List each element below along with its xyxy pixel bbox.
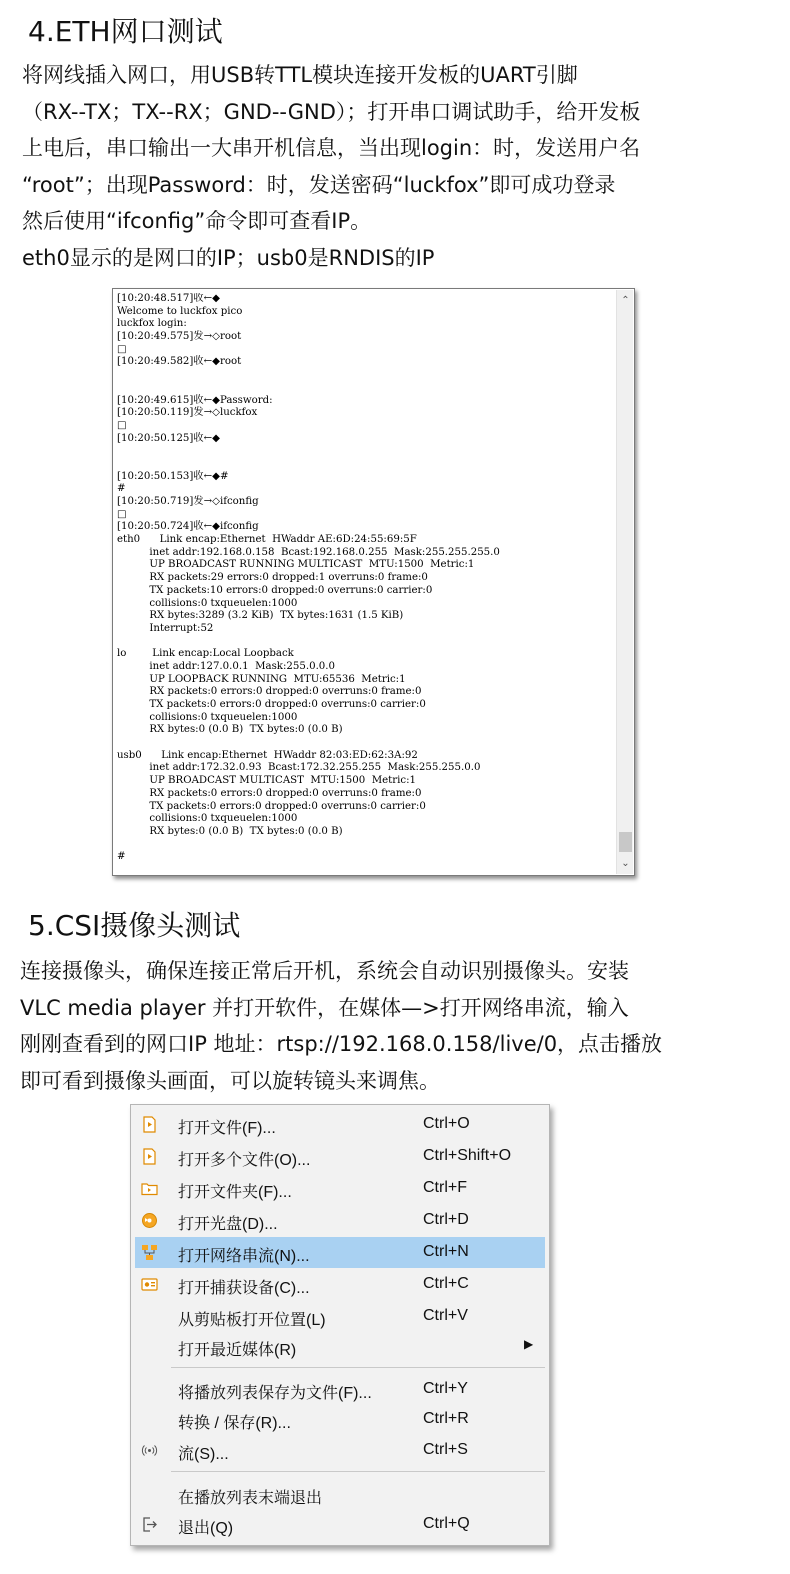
terminal-line: □ [117, 508, 127, 520]
terminal-line [117, 737, 613, 750]
terminal-line: Welcome to luckfox pico [117, 305, 243, 317]
paragraph-line: 然后使用“ifconfig”命令即可查看IP。 [22, 209, 372, 233]
menu-item[interactable] [135, 1269, 545, 1300]
paragraph-line: VLC media player 并打开软件，在媒体—>打开网络串流，输入 [20, 995, 629, 1020]
menu-item-label: 流(S)... [178, 1446, 229, 1463]
terminal-line: [10:20:48.517]收←◆ [117, 293, 220, 304]
menu-item-label: 打开最近媒体(R) [178, 1342, 297, 1359]
menu-item-label: 打开光盘(D)... [178, 1216, 278, 1233]
terminal-line: □ [117, 419, 127, 431]
terminal-line [117, 636, 613, 649]
terminal-line: RX bytes:0 (0.0 B) TX bytes:0 (0.0 B) [117, 825, 343, 837]
terminal-line: inet addr:127.0.0.1 Mask:255.0.0.0 [117, 660, 336, 672]
section-eth-paragraph [22, 57, 640, 276]
paragraph-line: 上电后，串口输出一大串开机信息，当出现login：时，发送用户名 [22, 136, 641, 160]
terminal-line: [10:20:50.724]收←◆ifconfig [117, 521, 259, 533]
scroll-up-icon[interactable]: ⌃ [621, 295, 630, 306]
terminal-line: collisions:0 txqueuelen:1000 [117, 711, 298, 723]
menu-item-shortcut: Ctrl+O [423, 1115, 470, 1132]
terminal-line: Interrupt:52 [117, 622, 214, 634]
terminal-line: UP LOOPBACK RUNNING MTU:65536 Metric:1 [117, 673, 406, 685]
terminal-line: inet addr:172.32.0.93 Bcast:172.32.255.255 Mask:255.255.0.0 [117, 762, 481, 774]
menu-item[interactable] [135, 1141, 545, 1172]
terminal-line: # [117, 851, 126, 863]
menu-item-shortcut: Ctrl+Q [423, 1515, 470, 1532]
section-eth-heading: 4.ETH网口测试 [28, 15, 223, 48]
paragraph-line: 连接摄像头，确保连接正常后开机，系统会自动识别摄像头。安装 [20, 959, 629, 983]
menu-separator [171, 1367, 545, 1368]
terminal-line: RX bytes:3289 (3.2 KiB) TX bytes:1631 (1.5 KiB) [117, 610, 404, 622]
terminal-line: UP BROADCAST MULTICAST MTU:1500 Metric:1 [117, 775, 417, 787]
menu-item[interactable] [135, 1331, 545, 1362]
file-play-icon [141, 1148, 158, 1165]
menu-item[interactable] [135, 1479, 545, 1510]
terminal-line: [10:20:49.582]收←◆root [117, 356, 242, 368]
exit-icon [141, 1516, 158, 1533]
serial-terminal-window [112, 288, 635, 876]
menu-item-label: 将播放列表保存为文件(F)... [178, 1385, 372, 1402]
section-csi-heading: 5.CSI摄像头测试 [28, 909, 241, 942]
terminal-line: [10:20:50.125]收←◆ [117, 432, 220, 444]
terminal-line: TX packets:0 errors:0 dropped:0 overruns:0 carrier:0 [117, 800, 426, 812]
terminal-line: [10:20:50.119]发→◇luckfox [117, 407, 258, 419]
menu-item-shortcut: Ctrl+N [423, 1243, 469, 1260]
folder-icon [141, 1180, 158, 1197]
terminal-line: # [117, 483, 126, 495]
menu-item[interactable] [135, 1509, 545, 1540]
terminal-line: [10:20:50.153]收←◆# [117, 470, 229, 482]
terminal-line: [10:20:50.719]发→◇ifconfig [117, 496, 259, 507]
terminal-line [117, 458, 613, 471]
menu-item-shortcut: Ctrl+C [423, 1275, 469, 1292]
menu-separator [171, 1471, 545, 1472]
section-csi-paragraph [20, 953, 662, 1099]
paragraph-line: 即可看到摄像头画面，可以旋转镜头来调焦。 [20, 1068, 440, 1093]
menu-item[interactable] [135, 1404, 545, 1435]
terminal-line: [10:20:49.615]收←◆Password: [117, 394, 273, 406]
terminal-line: luckfox login: [117, 318, 187, 330]
terminal-line: collisions:0 txqueuelen:1000 [117, 813, 298, 825]
menu-item-label: 打开文件夹(F)... [178, 1184, 292, 1201]
menu-item-label: 退出(Q) [178, 1520, 234, 1537]
terminal-line: RX packets:0 errors:0 dropped:0 overruns:0 frame:0 [117, 787, 422, 799]
menu-item[interactable] [135, 1374, 545, 1405]
menu-item-label: 从剪贴板打开位置(L) [178, 1312, 326, 1329]
disc-icon [141, 1212, 158, 1229]
terminal-line: RX packets:29 errors:0 dropped:1 overruns:0 frame:0 [117, 572, 428, 584]
paragraph-line: “root”；出现Password：时，发送密码“luckfox”即可成功登录 [22, 172, 616, 197]
menu-item-shortcut: Ctrl+Y [423, 1380, 468, 1397]
stream-icon [141, 1442, 158, 1459]
submenu-arrow-icon: ▶ [524, 1337, 534, 1351]
menu-item-label: 打开捕获设备(C)... [178, 1280, 310, 1297]
terminal-scrollbar[interactable] [616, 290, 633, 874]
terminal-line: TX packets:0 errors:0 dropped:0 overruns:0 carrier:0 [117, 699, 426, 710]
menu-item-shortcut: Ctrl+S [423, 1441, 468, 1458]
menu-item-label: 打开网络串流(N)... [178, 1248, 310, 1265]
menu-item-label: 打开文件(F)... [178, 1120, 276, 1137]
capture-device-icon [141, 1276, 158, 1293]
menu-item[interactable] [135, 1435, 545, 1466]
terminal-line: UP BROADCAST RUNNING MULTICAST MTU:1500 Metric:1 [117, 559, 475, 571]
terminal-line: usb0 Link encap:Ethernet HWaddr 82:03:ED:62:3A:92 [117, 749, 418, 761]
menu-item[interactable] [135, 1205, 545, 1236]
paragraph-line: 刚刚查看到的网口IP 地址：rtsp://192.168.0.158/live/0，点击播放 [20, 1032, 663, 1056]
menu-item-shortcut: Ctrl+Shift+O [423, 1147, 512, 1164]
file-play-icon [141, 1116, 158, 1133]
menu-item[interactable] [135, 1301, 545, 1332]
menu-item-label: 打开多个文件(O)... [178, 1152, 311, 1169]
terminal-line [117, 382, 613, 395]
terminal-line: collisions:0 txqueuelen:1000 [117, 597, 298, 609]
menu-item-shortcut: Ctrl+D [423, 1211, 469, 1228]
terminal-line: lo Link encap:Local Loopback [117, 648, 294, 660]
menu-item-shortcut: Ctrl+F [423, 1179, 467, 1196]
terminal-line: TX packets:10 errors:0 dropped:0 overruns:0 carrier:0 [117, 584, 433, 596]
serial-terminal-output [117, 293, 613, 871]
paragraph-line: （RX--TX；TX--RX；GND--GND）；打开串口调试助手，给开发板 [22, 99, 641, 124]
terminal-line: RX bytes:0 (0.0 B) TX bytes:0 (0.0 B) [117, 724, 343, 736]
terminal-line: RX packets:0 errors:0 dropped:0 overruns:0 frame:0 [117, 686, 422, 698]
menu-item-shortcut: Ctrl+V [423, 1307, 468, 1324]
scroll-thumb[interactable] [619, 832, 632, 852]
terminal-line: inet addr:192.168.0.158 Bcast:192.168.0.255 Mask:255.255.255.0 [117, 546, 500, 558]
menu-item[interactable] [135, 1109, 545, 1140]
menu-item[interactable] [135, 1237, 545, 1268]
network-icon [141, 1244, 158, 1261]
menu-item-label: 转换 / 保存(R)... [178, 1415, 291, 1432]
menu-item-shortcut: Ctrl+R [423, 1410, 469, 1427]
paragraph-line: 将网线插入网口，用USB转TTL模块连接开发板的UART引脚 [22, 63, 578, 87]
scroll-down-icon[interactable]: ⌄ [621, 858, 630, 869]
terminal-line: [10:20:49.575]发→◇root [117, 331, 242, 343]
menu-item[interactable] [135, 1173, 545, 1204]
menu-item-label: 在播放列表末端退出 [178, 1490, 323, 1507]
paragraph-line: eth0显示的是网口的IP；usb0是RNDIS的IP [22, 245, 435, 270]
terminal-line: eth0 Link encap:Ethernet HWaddr AE:6D:24:55:69:5F [117, 534, 417, 546]
terminal-line: □ [117, 343, 127, 355]
terminal-line [117, 369, 613, 382]
vlc-media-menu [130, 1104, 550, 1546]
terminal-line [117, 839, 613, 852]
terminal-line [117, 445, 613, 458]
